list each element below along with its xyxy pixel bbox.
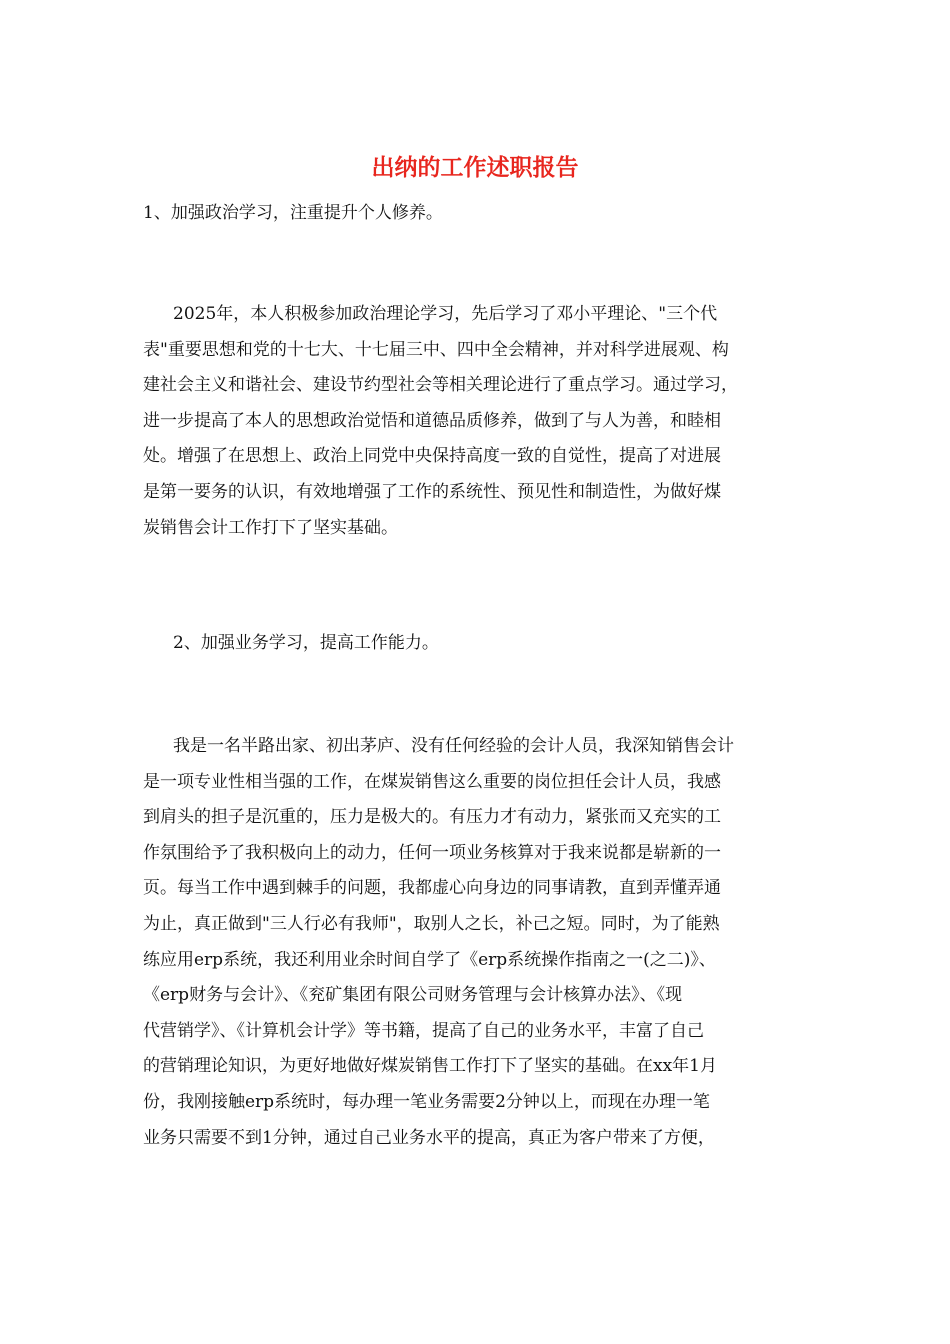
paragraph-line: 表"重要思想和党的十七大、十七届三中、四中全会精神，并对科学进展观、构 (143, 339, 729, 360)
paragraph-line: 页。每当工作中遇到棘手的问题，我都虚心向身边的同事请教，直到弄懂弄通 (143, 878, 721, 899)
paragraph-line: 我是一名半路出家、初出茅庐、没有任何经验的会计人员，我深知销售会计 (173, 736, 734, 756)
paragraph-line: 作氛围给予了我积极向上的动力，任何一项业务核算对于我来说都是崭新的一 (143, 842, 721, 863)
paragraph-line: 进一步提高了本人的思想政治觉悟和道德品质修养，做到了与人为善，和睦相 (143, 410, 721, 431)
section-2-heading: 2、加强业务学习，提高工作能力。 (173, 633, 439, 653)
paragraph-line: 《erp财务与会计》、《兖矿集团有限公司财务管理与会计核算办法》、《现 (143, 985, 683, 1006)
paragraph-line: 是一项专业性相当强的工作，在煤炭销售这么重要的岗位担任会计人员，我感 (143, 771, 721, 792)
document-title: 出纳的工作述职报告 (371, 155, 579, 181)
paragraph-line: 业务只需要不到1分钟，通过自己业务水平的提高，真正为客户带来了方便， (143, 1127, 715, 1148)
paragraph-line: 炭销售会计工作打下了坚实基础。 (143, 517, 398, 538)
paragraph-line: 是第一要务的认识，有效地增强了工作的系统性、预见性和制造性，为做好煤 (143, 481, 721, 502)
paragraph-line: 为止，真正做到"三人行必有我师"，取别人之长，补己之短。同时，为了能熟 (143, 913, 720, 934)
paragraph-line: 到肩头的担子是沉重的，压力是极大的。有压力才有动力，紧张而又充实的工 (143, 807, 721, 828)
paragraph-line: 建社会主义和谐社会、建设节约型社会等相关理论进行了重点学习。通过学习， (143, 375, 738, 396)
paragraph-line: 2025年，本人积极参加政治理论学习，先后学习了邓小平理论、"三个代 (173, 304, 718, 324)
section-1-heading: 1、加强政治学习，注重提升个人修养。 (143, 203, 443, 223)
section-2-paragraph (143, 729, 803, 1156)
paragraph-line: 份，我刚接触erp系统时，每办理一笔业务需要2分钟以上，而现在办理一笔 (143, 1091, 710, 1112)
paragraph-line: 的营销理论知识，为更好地做好煤炭销售工作打下了坚实的基础。在xx年1月 (143, 1056, 717, 1077)
paragraph-line: 代营销学》、《计算机会计学》等书籍，提高了自己的业务水平，丰富了自己 (143, 1020, 704, 1041)
section-1-paragraph (143, 297, 803, 546)
paragraph-line: 处。增强了在思想上、政治上同党中央保持高度一致的自觉性，提高了对进展 (143, 446, 721, 467)
paragraph-line: 练应用erp系统，我还利用业余时间自学了《erp系统操作指南之一(之二)》、 (143, 949, 716, 970)
